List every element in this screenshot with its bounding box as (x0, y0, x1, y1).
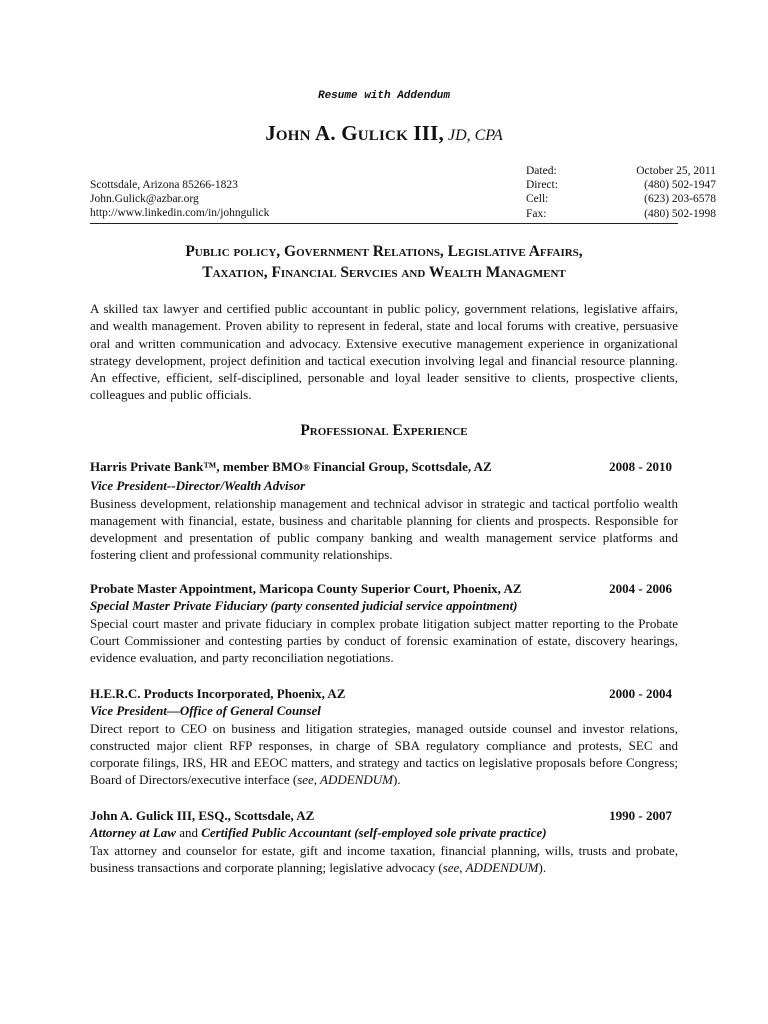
contact-block (526, 164, 716, 221)
contact-label: Cell: (526, 193, 549, 206)
email-address: John.Gulick@azbar.org (90, 193, 199, 206)
contact-value: October 25, 2011 (636, 165, 716, 177)
job-dates: 2004 - 2006 (609, 581, 672, 596)
job-description: Tax attorney and counselor for estate, gift and income taxation, financial planning, wills, trusts and probate, business transactions and corporate planning; legislative advocacy (see, ADDENDUM). (90, 842, 678, 875)
credentials: JD, CPA (447, 127, 503, 144)
job-header (90, 807, 678, 824)
contact-label: Dated: (526, 165, 557, 177)
job-employer: Probate Master Appointment, Maricopa County Superior Court, Phoenix, AZ (90, 581, 522, 596)
experience-section-title: Professional Experience (300, 422, 468, 439)
contact-row-direct (526, 178, 716, 192)
professional-headline (90, 241, 678, 283)
job-role: Vice President--Director/Wealth Advisor (90, 478, 306, 494)
candidate-name: John A. Gulick III, (265, 121, 444, 145)
job-dates: 1990 - 2007 (609, 808, 672, 823)
job-employer: H.E.R.C. Products Incorporated, Phoenix, AZ (90, 686, 346, 701)
job-role: Special Master Private Fiduciary (party consented judicial service appointment) (90, 598, 518, 614)
header-divider (90, 223, 678, 224)
contact-label: Direct: (526, 179, 558, 192)
job-entry-herc (90, 685, 678, 789)
contact-row-cell (526, 192, 716, 206)
document-title: Resume with Addendum (317, 90, 451, 102)
job-dates: 2008 - 2010 (609, 459, 672, 474)
headline-line-2: Taxation, Financial Servcies and Wealth Managment (202, 264, 566, 281)
contact-label: Fax: (526, 207, 547, 220)
job-header (90, 685, 678, 702)
contact-row-dated (526, 164, 716, 178)
contact-value: (480) 502-1947 (644, 179, 716, 192)
job-description: Special court master and private fiduciary in complex probate litigation subject matter reporting to the Probate Court Commissioner and contesting parties by conduct of forensic examination of estate, discovery hearings, evidence evaluation, and party reconciliation negotiations. (90, 615, 678, 666)
job-role: Attorney at Law and Certified Public Accountant (self-employed sole private practice) (90, 825, 547, 841)
linkedin-url: http://www.linkedin.com/in/johngulick (90, 207, 270, 220)
job-header (90, 458, 678, 477)
job-entry-probate (90, 580, 678, 666)
summary-paragraph: A skilled tax lawyer and certified public accountant in public policy, government relations, legislative affairs, and wealth management. Proven ability to represent in federal, state and local forums with creative, persuasive oral and written communication and advocacy. Extensive executive management experience in organizational strategy development, project definition and tactical execution involving legal and financial resource planning. An effective, efficient, self-disciplined, personable and loyal leader sensitive to clients, prospective clients, colleagues and public officials. (90, 301, 678, 403)
job-header (90, 580, 678, 597)
contact-value: (480) 502-1998 (644, 207, 716, 220)
job-entry-private-practice (90, 807, 678, 876)
contact-value: (623) 203-6578 (644, 193, 716, 206)
name-heading (0, 121, 768, 146)
job-description: Direct report to CEO on business and litigation strategies, managed outside counsel and investor relations, constructed major client RFP responses, in charge of SBA regulatory compliance and protests, SEC and corporate filings, IRS, HR and EEOC matters, and strategy and tactics on legislative proposals before Congress; Board of Directors/executive interface (see, ADDENDUM). (90, 720, 678, 788)
job-role: Vice President—Office of General Counsel (90, 703, 321, 719)
job-employer: Harris Private Bank™, member BMO® Financial Group, Scottsdale, AZ (90, 459, 492, 474)
job-description: Business development, relationship management and technical advisor in strategic and tactical portfolio wealth management with financial, estate, business and charitable planning for clients and prospects. Responsible for development and presentation of public company banking and wealth management service platforms and fostering client and professional community relationships. (90, 495, 678, 563)
job-entry-harris (90, 458, 678, 564)
address-city: Scottsdale, Arizona 85266-1823 (90, 179, 238, 191)
job-employer: John A. Gulick III, ESQ., Scottsdale, AZ (90, 808, 315, 823)
job-dates: 2000 - 2004 (609, 686, 672, 701)
headline-line-1: Public policy, Government Relations, Legislative Affairs, (185, 243, 583, 260)
address-block (90, 178, 269, 221)
contact-row-fax (526, 207, 716, 221)
